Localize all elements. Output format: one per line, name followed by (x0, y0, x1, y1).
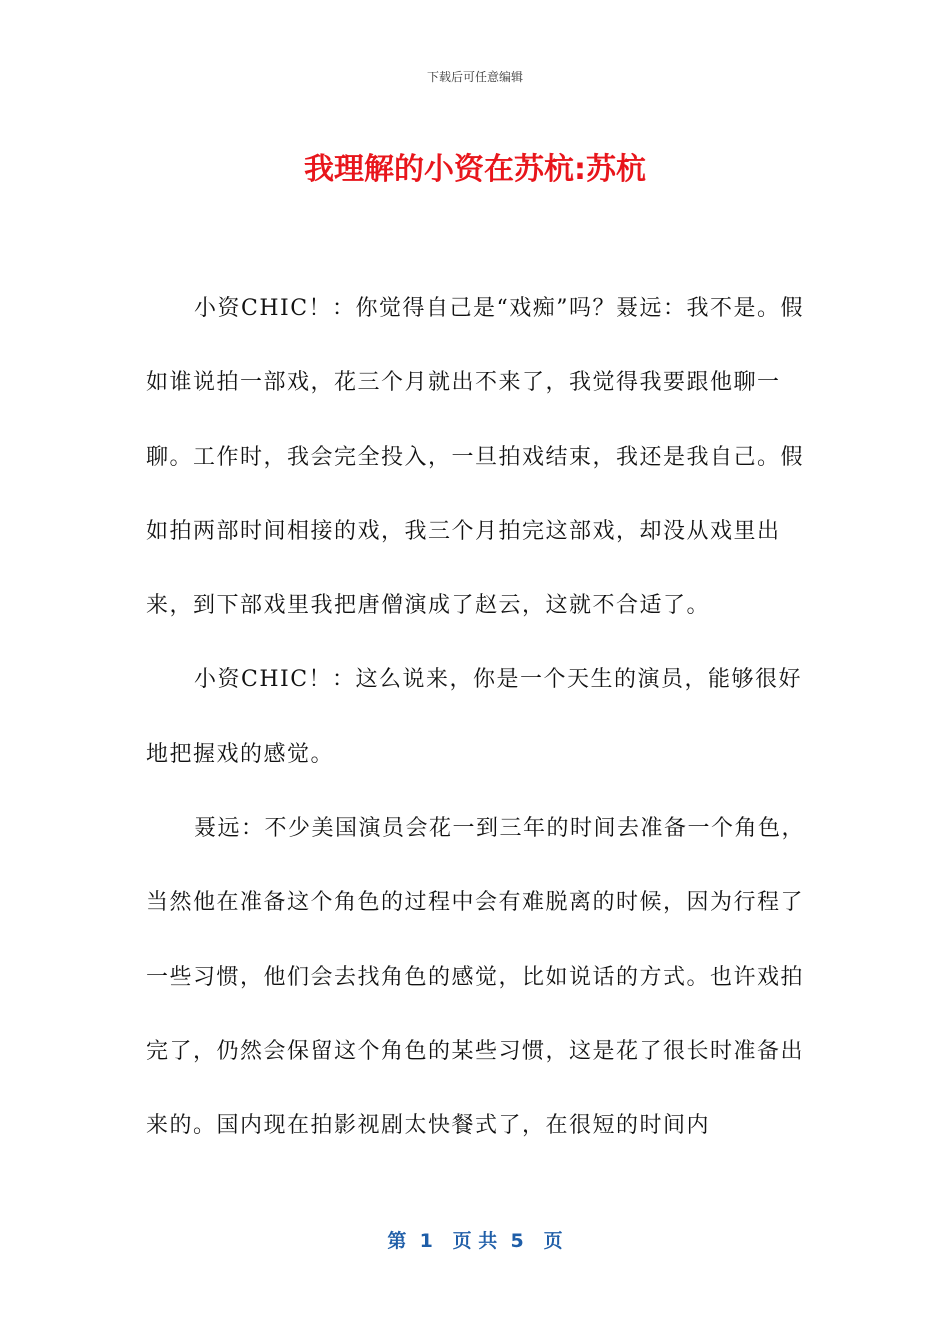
document-body (146, 272, 810, 1164)
paragraph: 小资CHIC！：这么说来，你是一个天生的演员，能够很好地把握戏的感觉。 (146, 667, 803, 767)
paragraph: 聂远：不少美国演员会花一到三年的时间去准备一个角色，当然他在准备这个角色的过程中会有难脱离的时候，因为行程了一些习惯，他们会去找角色的感觉，比如说话的方式。也许戏拍完了，仍然会保留这个角色的某些习惯，这是花了很长时准备出来的。国内现在拍影视剧太快餐式了，在很短的时间内 (146, 816, 806, 1139)
header-note: 下载后可任意编辑 (426, 70, 523, 84)
paragraph: 小资CHIC！：你觉得自己是“戏痴”吗？聂远：我不是。假如谁说拍一部戏，花三个月就出不来了，我觉得我要跟他聊一聊。工作时，我会完全投入，一旦拍戏结束，我还是我自己。假如拍两部时间相接的戏，我三个月拍完这部戏，却没从戏里出来，到下部戏里我把唐僧演成了赵云，这就不合适了。 (146, 296, 805, 619)
document-title: 我理解的小资在苏杭:苏杭 (304, 152, 646, 187)
page-number-footer: 第 1 页 共 5 页 (387, 1230, 563, 1252)
